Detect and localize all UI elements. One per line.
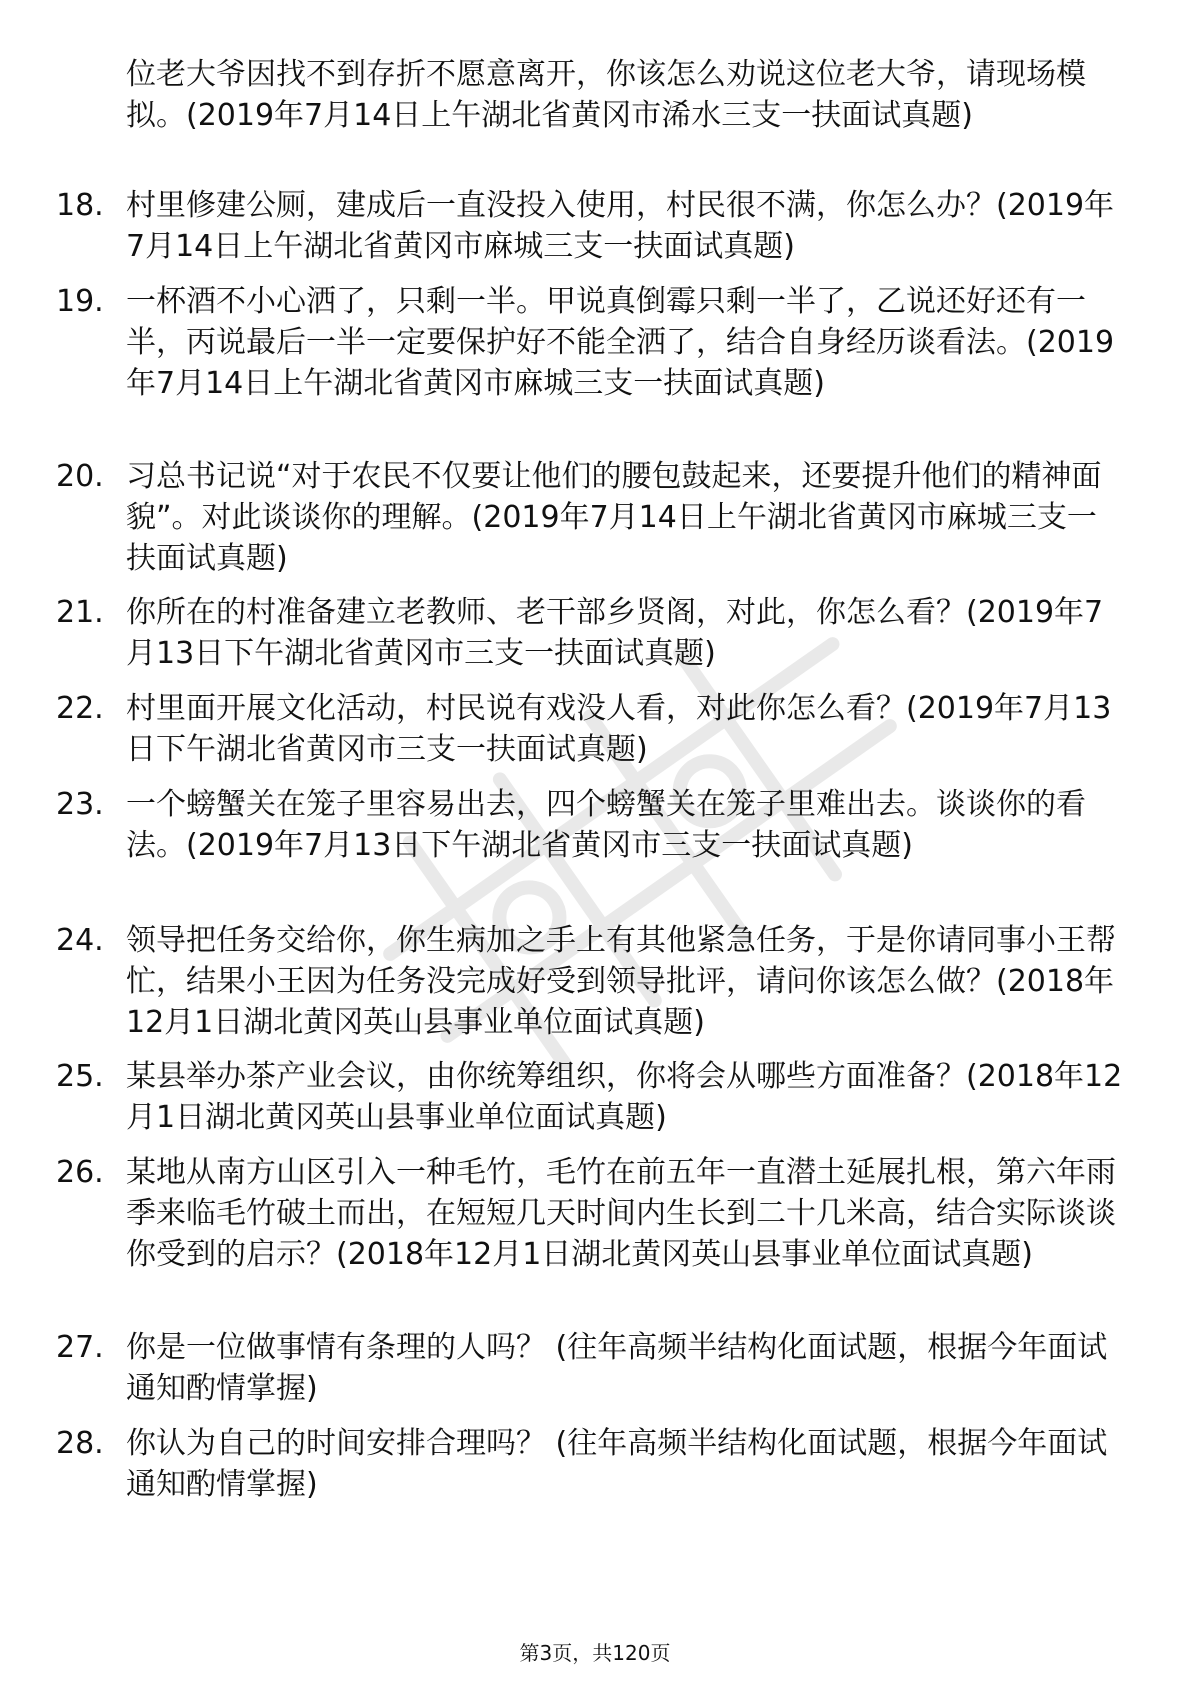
item-text: 一杯酒不小心洒了，只剩一半。甲说真倒霉只剩一半了，乙说还好还有一半，丙说最后一半一定要保护好不能全洒了，结合自身经历谈看法。(2019年7月14日上午湖北省黄冈市麻城三支一扶面试真题) (126, 284, 1115, 401)
item-number: 28. (56, 1426, 104, 1461)
item-text: 你是一位做事情有条理的人吗？ (往年高频半结构化面试题，根据今年面试通知酌情掌握) (126, 1330, 1108, 1406)
item-number: 24. (56, 923, 104, 958)
item-number: 25. (56, 1059, 104, 1094)
item-number: 27. (56, 1330, 104, 1365)
page-number-footer: 第3页，共120页 (519, 1641, 671, 1665)
item-text: 领导把任务交给你，你生病加之手上有其他紧急任务，于是你请同事小王帮忙，结果小王因为任务没完成好受到领导批评，请问你该怎么做？(2018年12月1日湖北黄冈英山县事业单位面试真题) (126, 923, 1116, 1040)
item-text: 你认为自己的时间安排合理吗？ (往年高频半结构化面试题，根据今年面试通知酌情掌握) (126, 1426, 1108, 1502)
item-text: 习总书记说“对于农民不仅要让他们的腰包鼓起来，还要提升他们的精神面貌”。对此谈谈你的理解。(2019年7月14日上午湖北省黄冈市麻城三支一扶面试真题) (126, 459, 1102, 576)
item-number: 26. (56, 1155, 104, 1190)
continued-question-text: 位老大爷因找不到存折不愿意离开，你该怎么劝说这位老大爷，请现场模拟。(2019年7月14日上午湖北省黄冈市浠水三支一扶面试真题) (126, 57, 1086, 133)
item-number: 18. (56, 188, 104, 223)
item-number: 21. (56, 595, 104, 630)
item-text: 村里面开展文化活动，村民说有戏没人看，对此你怎么看？(2019年7月13日下午湖北省黄冈市三支一扶面试真题) (126, 691, 1112, 767)
item-number: 20. (56, 459, 104, 494)
item-text: 某县举办茶产业会议，由你统筹组织，你将会从哪些方面准备？(2018年12月1日湖北黄冈英山县事业单位面试真题) (126, 1059, 1123, 1135)
item-number: 23. (56, 787, 104, 822)
item-number: 22. (56, 691, 104, 726)
item-text: 村里修建公厕，建成后一直没投入使用，村民很不满，你怎么办？(2019年7月14日上午湖北省黄冈市麻城三支一扶面试真题) (126, 188, 1115, 264)
item-text: 你所在的村准备建立老教师、老干部乡贤阁，对此，你怎么看？(2019年7月13日下午湖北省黄冈市三支一扶面试真题) (126, 595, 1104, 671)
item-text: 一个螃蟹关在笼子里容易出去，四个螃蟹关在笼子里难出去。谈谈你的看法。(2019年7月13日下午湖北省黄冈市三支一扶面试真题) (126, 787, 1086, 863)
item-text: 某地从南方山区引入一种毛竹，毛竹在前五年一直潜土延展扎根，第六年雨季来临毛竹破土而出，在短短几天时间内生长到二十几米高，结合实际谈谈你受到的启示？(2018年12月1日湖北黄冈英山县事业单位面试真题) (126, 1155, 1116, 1272)
item-number: 19. (56, 284, 104, 319)
